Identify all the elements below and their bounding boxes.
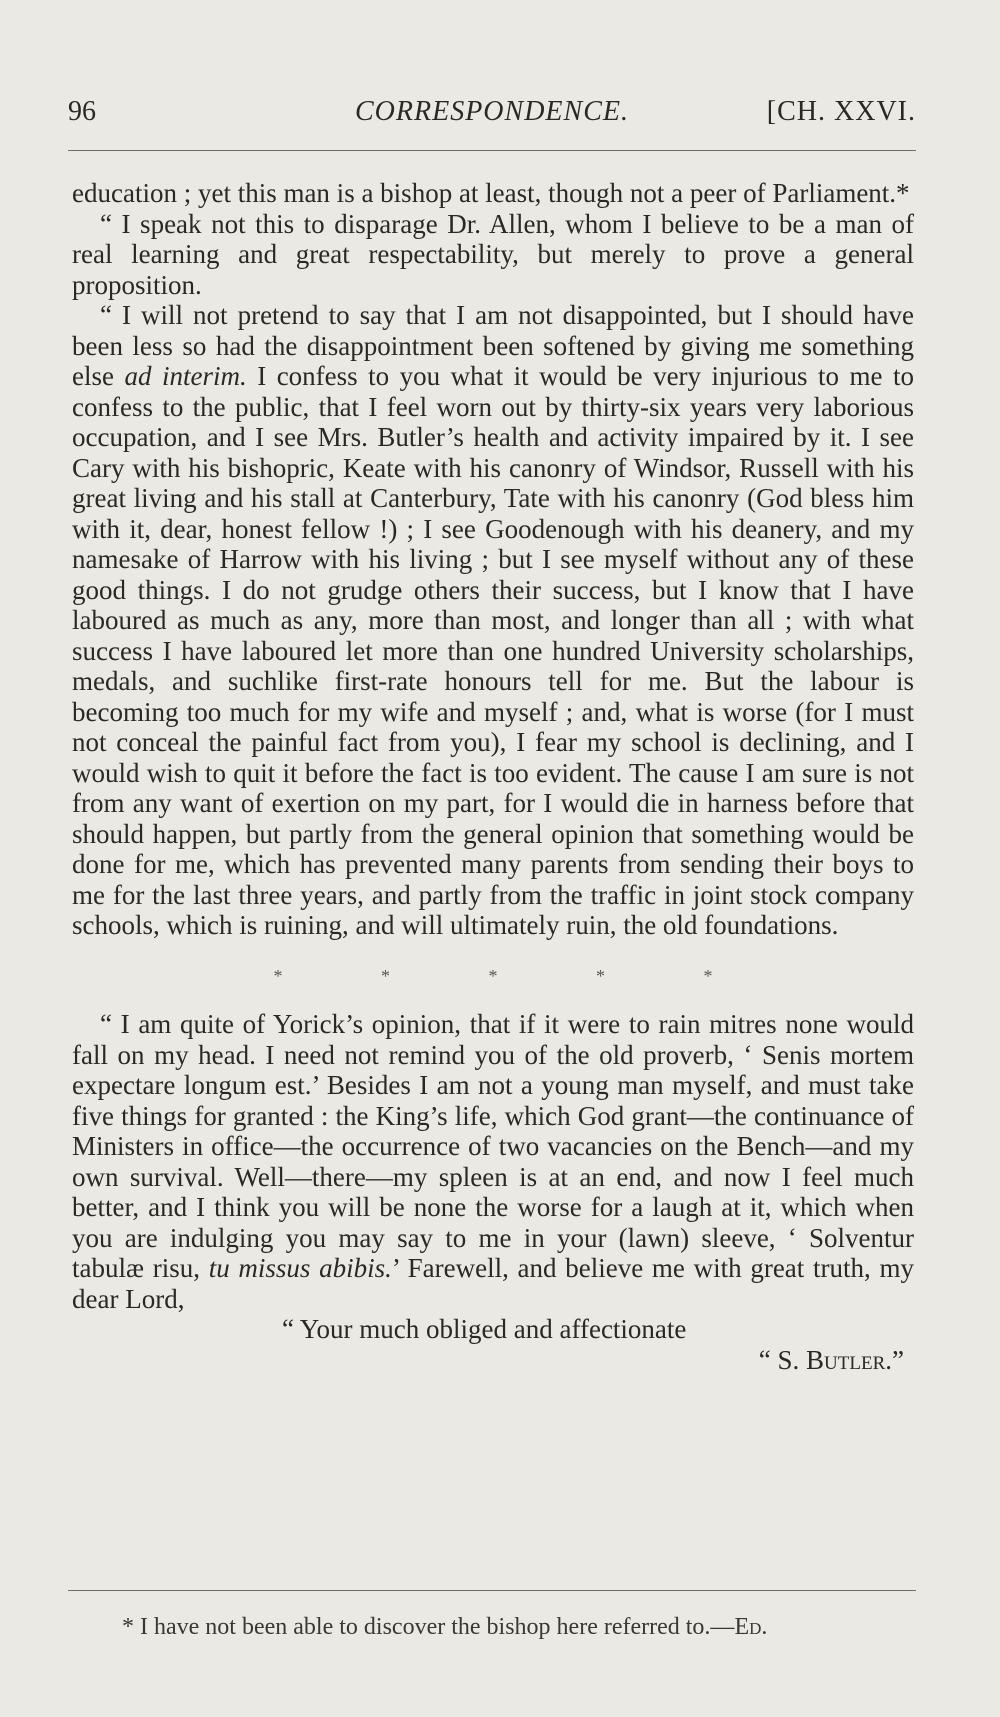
paragraph-4 (72, 1009, 914, 1314)
paragraph-4-italic: tu missus abibis. (208, 1253, 392, 1283)
section-break-stars: * * * * * (273, 965, 713, 986)
running-title: CORRESPONDENCE. (355, 96, 629, 127)
paragraph-3-italic: ad interim. (124, 361, 247, 391)
letter-signature (72, 1345, 914, 1376)
paragraph-4-text-a: “ I am quite of Yorick’s opinion, that if it were to rain mitres none would fall on my head. I need not remind you of the old proverb, ‘ Senis mortem expectare longum est.’ Besides I am not a young man myself, and must take five things for granted : the King’s life, which God grant—the continuance of Ministers in office—the occurrence of two vacancies on the Bench—and my own survival. Well—there—my spleen is at an end, and now I feel much better, and I think you will be none the worse for a laugh at it, which when you are indulging you may say to me in your (lawn) sleeve, ‘ Solventur tabulæ risu, (72, 1009, 914, 1283)
body-text (72, 178, 914, 1375)
footnote-rule (68, 1590, 916, 1591)
chapter-reference: [CH. XXVI. (766, 96, 916, 127)
paragraph-3 (72, 300, 914, 941)
letter-closing: “ Your much obliged and affectionate (282, 1314, 687, 1344)
footnote (122, 1614, 922, 1641)
paragraph-1: education ; yet this man is a bishop at least, though not a peer of Parliament.* (72, 178, 910, 208)
paragraph-3-text-b: I confess to you what it would be very injurious to me to confess to the public, that I feel worn out by thirty-six years very laborious occupation, and I see Mrs. Butler’s health and activity impaired by it. I see Cary with his bishopric, Keate with his canonry of Windsor, Russell with his great living and his stall at Canterbury, Tate with his canonry (God bless him with it, dear, honest fellow !) ; I see Goodenough with his deanery, and my namesake of Harrow with his living ; but I see myself without any of these good things. I do not grudge others their success, but I know that I have laboured as much as any, more than most, and longer than all ; with what success I have laboured let more than one hundred University scholarships, medals, and suchlike first-rate honours tell for me. But the labour is becoming too much for my wife and myself ; and, what is worse (for I must not conceal the painful fact from you), I fear my school is declining, and I would wish to quit it before the fact is too evident. The cause I am sure is not from any want of exertion on my part, for I would die in harness before that should happen, but partly from the general opinion that something would be done for me, which has prevented many parents from sending their boys to me for the last three years, and partly from the traffic in joint stock company schools, which is ruining, and will ultimately ruin, the old foundations. (72, 361, 915, 940)
header-rule (68, 150, 916, 151)
paragraph-4-text-b: ’ Farewell, and believe me with great truth, my dear Lord, (72, 1253, 914, 1314)
signature-name: Butler. (806, 1344, 893, 1375)
signature-suffix: ” (892, 1344, 904, 1375)
paragraph-2: “ I speak not this to disparage Dr. Allen, whom I believe to be a man of real learning and great respectability, but merely to prove a general proposition. (72, 208, 914, 300)
page-header (68, 96, 916, 136)
footnote-editor: Ed. (734, 1614, 768, 1640)
signature-prefix: “ S. (758, 1344, 807, 1375)
footnote-text: * I have not been able to discover the bishop here referred to.— (122, 1614, 735, 1640)
page-number: 96 (68, 96, 96, 127)
paragraph-3-text-a: “ I will not pretend to say that I am not disappointed, but I should have been less so had the disappointment been softened by giving me something else (72, 300, 914, 391)
